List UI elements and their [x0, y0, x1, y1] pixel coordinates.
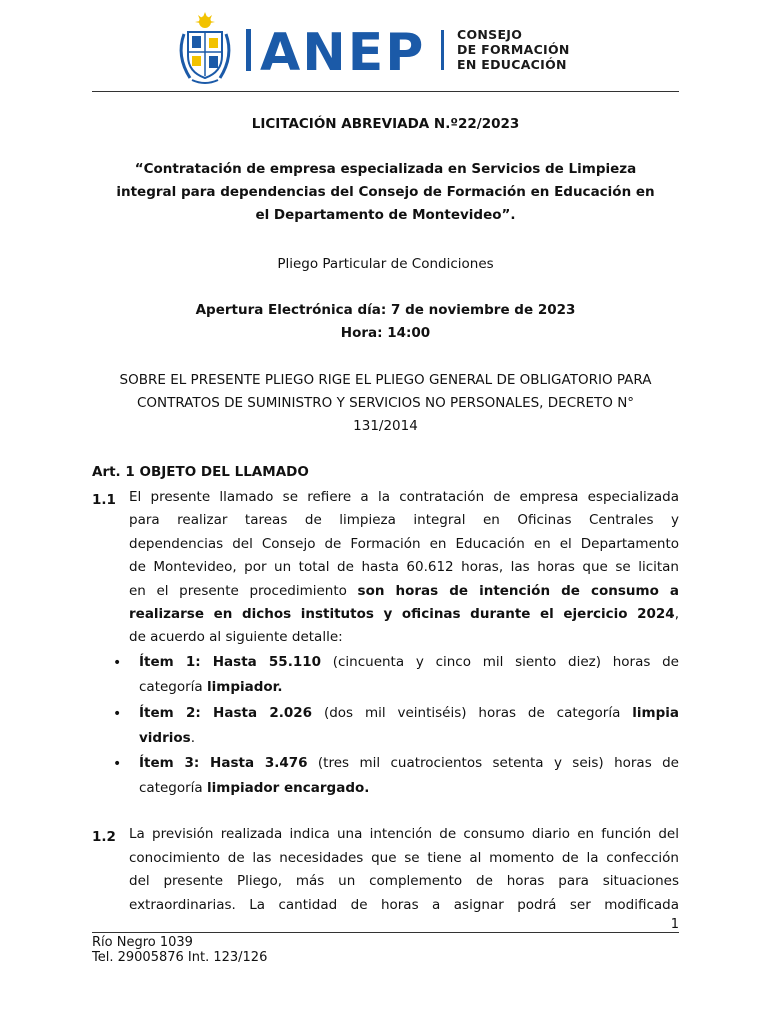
item-text: categoría — [139, 679, 207, 695]
council-line-3: EN EDUCACIÓN — [457, 57, 567, 72]
paragraph-line: de acuerdo al siguiente detalle: — [129, 629, 343, 645]
item-category: limpiador. — [207, 679, 283, 695]
list-item-continuation — [139, 676, 679, 700]
list-item — [139, 651, 679, 675]
paragraph-line: El presente llamado se refiere a la contratación de empresa especializada — [129, 489, 679, 505]
paragraph-line: para realizar tareas de limpieza integral en Oficinas Centrales y — [129, 512, 679, 528]
list-item-continuation — [139, 727, 679, 751]
coat-of-arms-seal — [174, 12, 236, 86]
paragraph-line: La previsión realizada indica una intención de consumo diario en función del — [129, 826, 679, 842]
paragraph-text: en el presente procedimiento — [129, 583, 358, 599]
paragraph-line: de Montevideo, por un total de hasta 60.612 horas, las horas que se licitan — [129, 559, 679, 575]
council-line-2: DE FORMACIÓN — [457, 42, 570, 57]
page-number: 1 — [670, 917, 679, 932]
section-number: 1.2 — [92, 829, 116, 845]
anep-logo — [246, 25, 436, 75]
sobre-line-3: 131/2014 — [353, 418, 418, 434]
item-text: (dos mil veintiséis) horas de categoría — [312, 705, 633, 721]
list-item — [139, 752, 679, 776]
item-category: vidrios — [139, 730, 191, 746]
item-text: (cincuenta y cinco mil siento diez) horas de — [321, 654, 679, 670]
item-lead: Ítem 3: Hasta 3.476 — [139, 755, 308, 771]
bullet-icon: • — [113, 706, 122, 722]
item-text: categoría — [139, 780, 207, 796]
list-item-continuation — [139, 777, 679, 801]
item-text: (tres mil cuatrocientos setenta y seis) horas de — [307, 755, 679, 771]
paragraph-line — [129, 603, 679, 627]
paragraph-emphasis: son horas de intención de consumo a — [357, 583, 679, 599]
apertura-date: Apertura Electrónica día: 7 de noviembre de 2023 — [195, 302, 576, 318]
footer-rule — [92, 932, 679, 933]
anep-logo-text: ANEP — [260, 25, 426, 75]
item-lead: Ítem 1: Hasta 55.110 — [139, 654, 321, 670]
paragraph-line: conocimiento de las necesidades que se tiene al momento de la confección — [129, 850, 679, 866]
council-line-1: CONSEJO — [457, 27, 523, 42]
article-1-heading: Art. 1 OBJETO DEL LLAMADO — [92, 464, 309, 480]
sobre-line-1: SOBRE EL PRESENTE PLIEGO RIGE EL PLIEGO GENERAL DE OBLIGATORIO PARA — [119, 372, 652, 388]
header-rule — [92, 91, 679, 92]
paragraph-line — [129, 580, 679, 604]
document-title: LICITACIÓN ABREVIADA N.º22/2023 — [251, 116, 520, 132]
apertura-time: Hora: 14:00 — [340, 325, 431, 341]
footer-phone: Tel. 29005876 Int. 123/126 — [92, 950, 268, 965]
anep-logo-bar — [246, 29, 251, 71]
bullet-icon: • — [113, 756, 122, 772]
pliego-subtitle: Pliego Particular de Condiciones — [277, 256, 494, 272]
bullet-icon: • — [113, 655, 122, 671]
paragraph-text: , — [674, 606, 679, 622]
header-divider — [441, 30, 444, 70]
footer-address: Río Negro 1039 — [92, 935, 193, 950]
paragraph-line: extraordinarias. La cantidad de horas a asignar podrá ser modificada — [129, 897, 679, 913]
item-lead: Ítem 2: Hasta 2.026 — [139, 705, 313, 721]
sobre-line-2: CONTRATOS DE SUMINISTRO Y SERVICIOS NO PERSONALES, DECRETO N° — [136, 395, 635, 411]
section-number: 1.1 — [92, 492, 116, 508]
item-category: limpia — [632, 705, 679, 721]
item-text: . — [190, 730, 195, 746]
subject-line-1: “Contratación de empresa especializada en Servicios de Limpieza — [134, 161, 637, 177]
paragraph-line: dependencias del Consejo de Formación en Educación en el Departamento — [129, 536, 679, 552]
paragraph-emphasis: realizarse en dichos institutos y oficinas durante el ejercicio 2024 — [129, 606, 675, 622]
paragraph-line: del presente Pliego, más un complemento de horas para situaciones — [129, 873, 679, 889]
item-category: limpiador encargado. — [207, 780, 370, 796]
subject-line-2: integral para dependencias del Consejo de Formación en Educación en — [116, 184, 655, 200]
list-item — [139, 702, 679, 726]
subject-line-3: el Departamento de Montevideo”. — [255, 207, 516, 223]
